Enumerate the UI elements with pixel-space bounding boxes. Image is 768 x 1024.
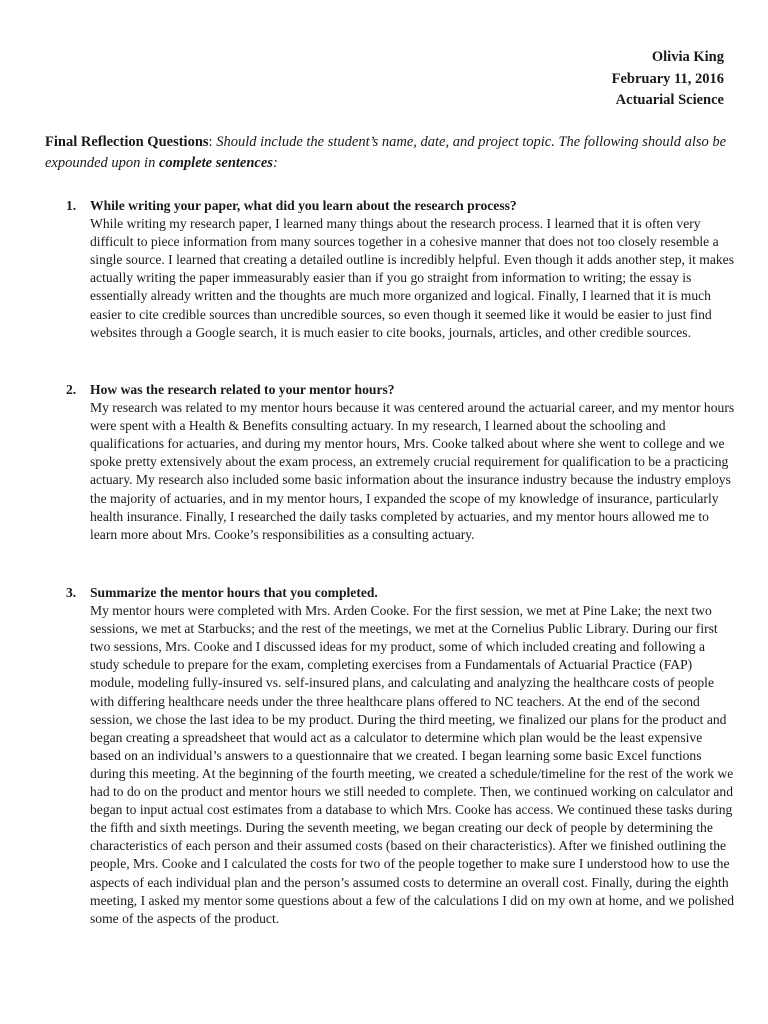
header-block [612,47,724,112]
student-name: Olivia King [651,49,724,65]
question-block-1 [66,197,736,342]
question-number: 1. [66,198,77,213]
project-topic: Actuarial Science [615,92,724,108]
answer-paragraph: My mentor hours were completed with Mrs. Arden Cooke. For the first session, we met at Pine Lake; the next two sessions, we met at Starbucks; and the rest of the meetings, we met at the Cornelius Public Library. During our first two sessions, Mrs. Cooke and I discussed ideas for my product, some of which included creating and following a study schedule to prepare for the exam, completing exercises from a Fundamentals of Actuarial Practice (FAP) module, modeling fully-insured vs. self-insured plans, and calculating and analyzing the healthcare costs of people with differing healthcare needs under the three healthcare plans offered to NC teachers. At the end of the second session, we chose the last idea to be my product. During the third meeting, we finalized our plans for the product and began creating a spreadsheet that would act as a calculator to determine which plan would be the least expensive based on an individual’s answers to a questionnaire that we created. I began learning some basic Excel functions during this meeting. At the beginning of the fourth meeting, we created a schedule/timeline for the rest of the work we had to do on the product and mentor hours we still needed to complete. Then, we continued working on calculator and began to input actual cost estimates from a database to which Mrs. Cooke has access. We continued these tasks during the fifth and sixth meetings. During the seventh meeting, we began creating our deck of people by determining the characteristics of each person and their assumed costs (based on their characteristics). After we finished outlining the people, Mrs. Cooke and I calculated the costs for two of the people together to make sure I understood how to use the aspects of each individual plan and the person’s assumed costs to determine an overall cost. Finally, during the eighth meeting, I asked my mentor some questions about a few of the calculations I did on my own at home, and we polished some of the aspects of the product. [90,603,735,926]
report-date: February 11, 2016 [611,70,724,87]
answer-paragraph: While writing my research paper, I learned many things about the research process. I learned that it is often very difficult to piece information from many sources together in a cohesive manner that does not too closely resemble a single source. I learned that creating a detailed outline is incredibly helpful. Even though it adds another step, it makes actually writing the paper immeasurably easier than if you go straight from information to writing; the essay is essentially already written and the thoughts are much more organized and logical. Finally, I learned that it is much easier to cite credible sources than uncredible sources, so even though it seemed like it would be easier to just find websites through a Google search, it is much easier to cite books, journals, articles, and other credible sources. [90,216,734,340]
question-heading: While writing your paper, what did you learn about the research process? [90,198,517,213]
instructions-text: Should include the student’s name, date, and project topic. The following should also be expounded upon in [45,134,727,171]
instructions-emphasis: complete sentences [158,155,273,171]
question-block-2 [66,381,736,544]
question-number: 3. [66,585,77,600]
answer-paragraph: My research was related to my mentor hours because it was centered around the actuarial career, and my mentor hours were spent with a Health & Benefits consulting actuary. In my research, I learned about the schooling and qualifications for actuaries, and during my mentor hours, Mrs. Cooke talked about where she went to college and we spoke pretty extensively about the exam process, an extremely crucial requirement for qualification to be a practicing actuary. My research also included some basic information about the insurance industry because the industry employs the majority of actuaries, and in my mentor hours, I expanded the scope of my knowledge of insurance, particularly health insurance. Finally, I researched the daily tasks completed by actuaries, and my mentor hours allowed me to learn more about Mrs. Cooke’s responsibilities as a consulting actuary. [90,400,735,542]
question-number: 2. [66,382,77,397]
question-block-3 [66,584,736,928]
instructions-end: : [272,155,278,171]
instructions-heading: Final Reflection Questions [45,134,209,150]
question-heading: Summarize the mentor hours that you completed. [90,585,378,600]
question-heading: How was the research related to your mentor hours? [90,382,395,397]
instructions-paragraph: Final Reflection Questions: Should include the student’s name, date, and project topic. The following should also be expounded upon in complete sentences: [45,134,727,171]
